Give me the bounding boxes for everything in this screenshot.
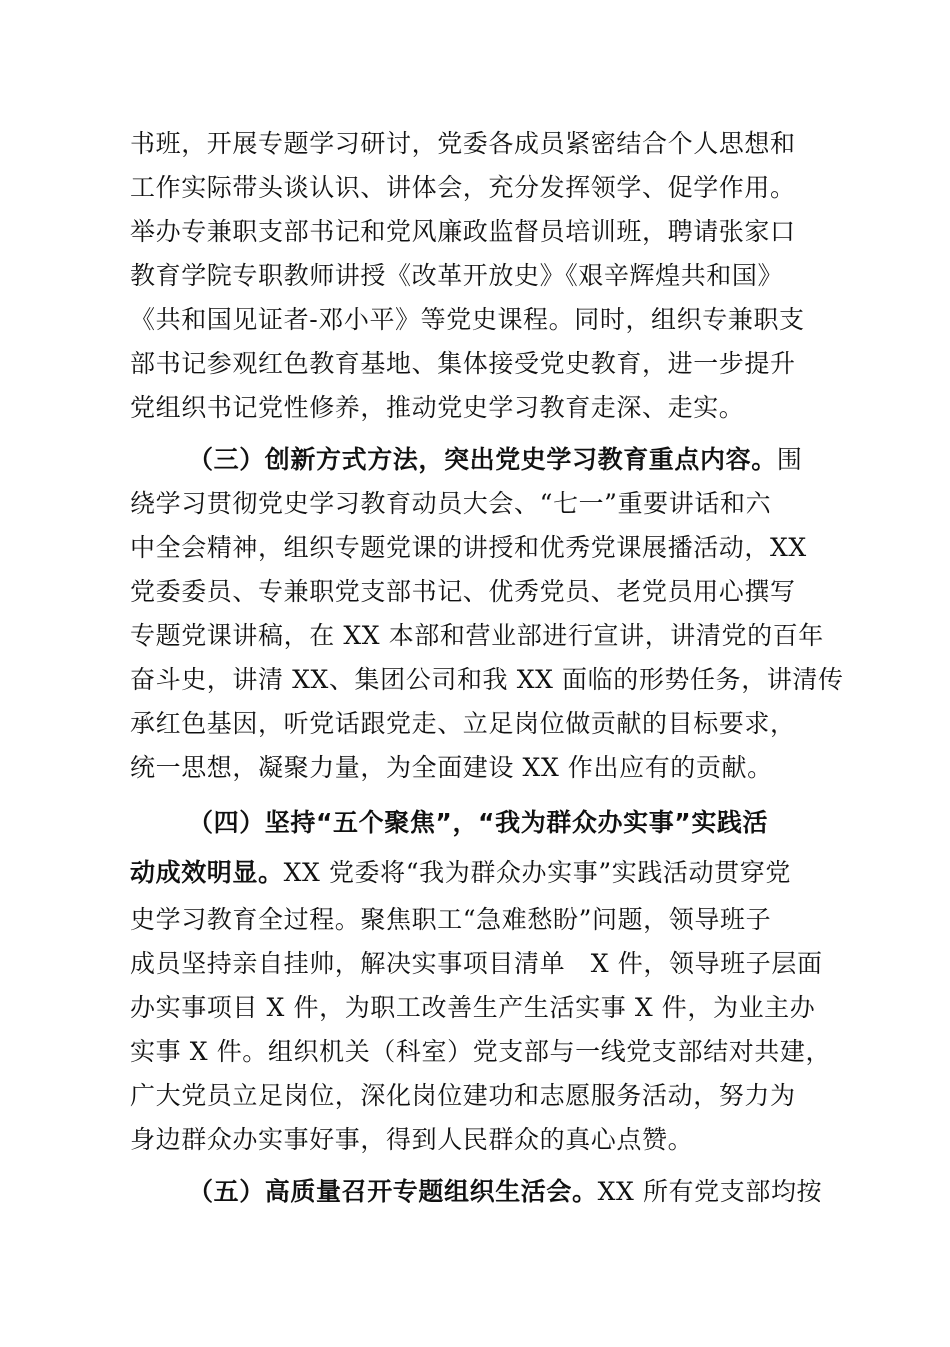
paragraph-2 xyxy=(130,438,844,790)
section-heading-4: （四）坚持“五个聚焦”，“我为群众办实事”实践活 xyxy=(188,808,769,837)
text-line: 办实事项目 X 件，为职工改善生产生活实事 X 件，为业主办 xyxy=(130,993,816,1022)
text-line: 史学习教育全过程。聚焦职工“急难愁盼”问题，领导班子 xyxy=(130,905,772,934)
text-line xyxy=(130,848,820,898)
text-line: 举办专兼职支部书记和党风廉政监督员培训班，聘请张家口 xyxy=(130,217,796,246)
text-line: 专题党课讲稿，在 XX 本部和营业部进行宣讲，讲清党的百年 xyxy=(130,621,824,650)
text-line xyxy=(130,438,820,482)
paragraph-3 xyxy=(130,798,832,1162)
text-line: 中全会精神，组织专题党课的讲授和优秀党课展播活动，XX xyxy=(130,533,807,562)
text-line: 党委委员、专兼职党支部书记、优秀党员、老党员用心撰写 xyxy=(130,577,796,606)
text-line: 教育学院专职教师讲授《改革开放史》《艰辛辉煌共和国》 xyxy=(130,261,784,290)
text-run: 围 xyxy=(776,445,803,474)
section-heading-5: （五）高质量召开专题组织生活会。 xyxy=(188,1177,598,1206)
text-line xyxy=(130,1170,823,1214)
section-heading-3: （三）创新方式方法，突出党史学习教育重点内容。 xyxy=(188,445,777,474)
text-line: 书班，开展专题学习研讨，党委各成员紧密结合个人思想和 xyxy=(130,129,796,158)
text-line: 部书记参观红色教育基地、集体接受党史教育，进一步提升 xyxy=(130,349,796,378)
text-run: XX 所有党支部均按 xyxy=(597,1177,823,1206)
text-line: 《共和国见证者-邓小平》等党史课程。同时，组织专兼职支 xyxy=(130,305,805,334)
text-line: 实事 X 件。组织机关（科室）党支部与一线党支部结对共建， xyxy=(130,1037,832,1066)
text-line: 广大党员立足岗位，深化岗位建功和志愿服务活动，努力为 xyxy=(130,1081,796,1110)
text-line: 绕学习贯彻党史学习教育动员大会、“七一”重要讲话和六 xyxy=(130,489,772,518)
paragraph-1 xyxy=(130,122,820,430)
text-line: 奋斗史，讲清 XX、集团公司和我 XX 面临的形势任务，讲清传 xyxy=(130,665,844,694)
document-page xyxy=(130,122,844,1214)
text-line: 统一思想，凝聚力量，为全面建设 XX 作出应有的贡献。 xyxy=(130,753,773,782)
text-line: 承红色基因，听党话跟党走、立足岗位做贡献的目标要求， xyxy=(130,709,796,738)
text-line: 工作实际带头谈认识、讲体会，充分发挥领学、促学作用。 xyxy=(130,173,796,202)
paragraph-4 xyxy=(130,1170,823,1214)
text-line: 身边群众办实事好事，得到人民群众的真心点赞。 xyxy=(130,1125,694,1154)
text-run: XX 党委将“我为群众办实事”实践活动贯穿党 xyxy=(283,858,791,887)
text-line: 成员坚持亲自挂帅，解决实事项目清单 X 件，领导班子层面 xyxy=(130,949,823,978)
text-line: 党组织书记党性修养，推动党史学习教育走深、走实。 xyxy=(130,393,745,422)
section-heading-4-cont: 动成效明显。 xyxy=(130,858,284,887)
